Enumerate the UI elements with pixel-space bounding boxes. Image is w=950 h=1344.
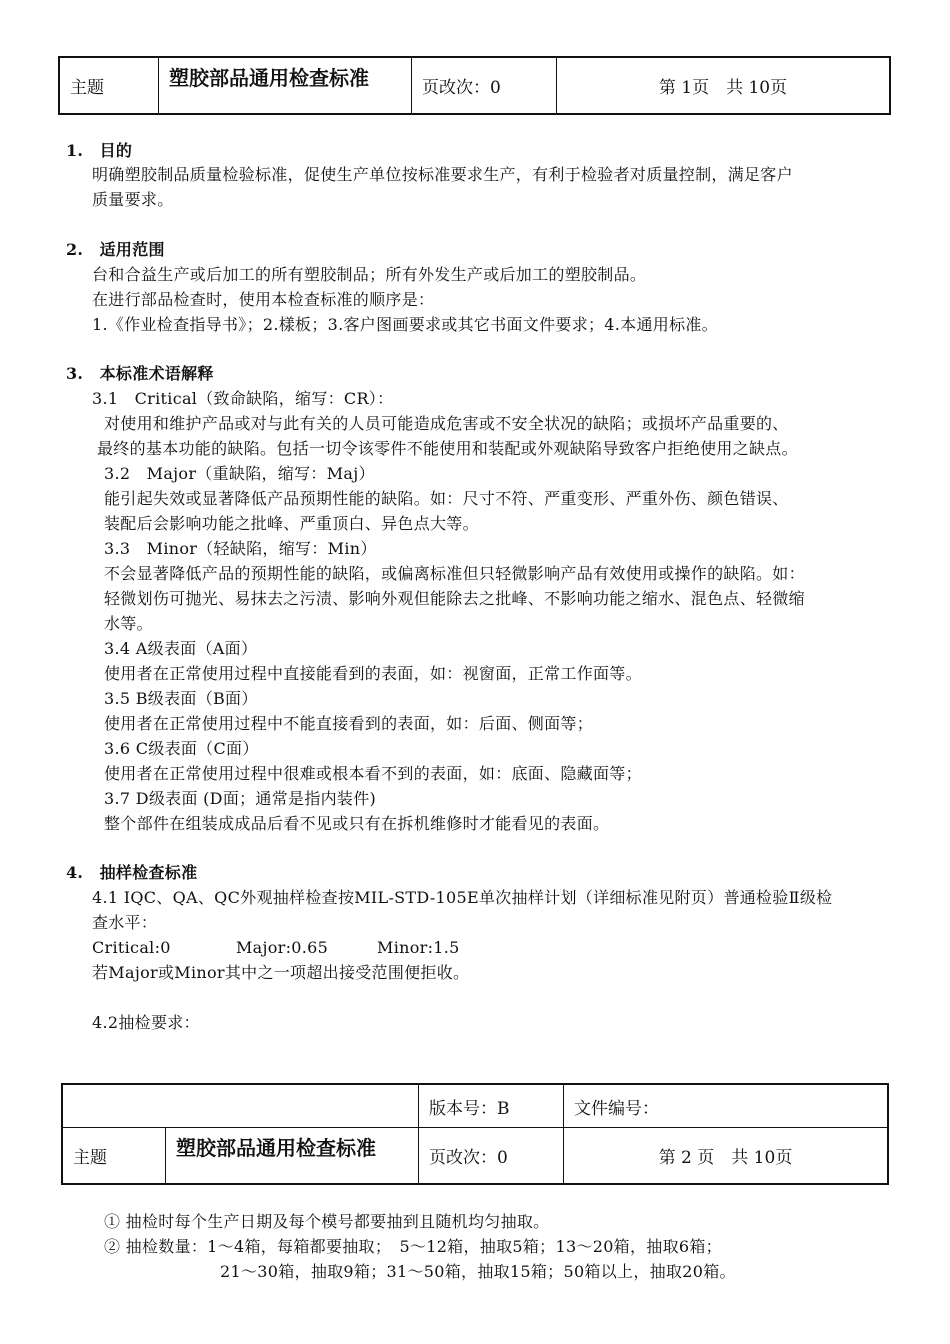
- revision-label: 页改次：0: [412, 57, 557, 114]
- aql-levels: Critical:0 Major:0.65 Minor:1.5: [92, 938, 460, 957]
- section-3-line: 能引起失效或显著降低产品预期性能的缺陷。如：尺寸不符、严重变形、严重外伤、颜色错误、: [104, 489, 789, 508]
- term-heading-d-surface: 3.7 D级表面 (D面；通常是指内装件): [104, 789, 377, 808]
- section-1-heading: 1. 目的: [66, 141, 133, 160]
- term-heading-minor: 3.3 Minor（轻缺陷，缩写：Min）: [104, 539, 377, 558]
- page2-header-table: [61, 1083, 889, 1185]
- page1-header-table: [58, 56, 891, 115]
- version-label: 版本号：B: [419, 1084, 564, 1128]
- sampling-rule-2: ② 抽检数量：1～4箱，每箱都要抽取； 5～12箱，抽取5箱；13～20箱，抽取6箱；: [104, 1237, 722, 1256]
- term-heading-critical: 3.1 Critical（致命缺陷，缩写：CR）：: [92, 389, 394, 408]
- section-4-heading: 4. 抽样检查标准: [66, 863, 198, 882]
- subject-label: 主题: [62, 1128, 166, 1185]
- sampling-rule-2-continued: 21～30箱，抽取9箱；31～50箱，抽取15箱；50箱以上，抽取20箱。: [220, 1262, 736, 1281]
- document-number-label: 文件编号：: [564, 1084, 889, 1128]
- section-3-line: 不会显著降低产品的预期性能的缺陷，或偏离标准但只轻微影响产品有效使用或操作的缺陷。如：: [104, 564, 805, 583]
- section-4-line: 4.2抽检要求：: [92, 1013, 200, 1032]
- section-2-line: 在进行部品检查时，使用本检查标准的顺序是：: [92, 290, 435, 309]
- section-3-line: 整个部件在组装成成品后看不见或只有在拆机维修时才能看见的表面。: [104, 814, 610, 833]
- section-3-line: 水等。: [104, 614, 153, 633]
- section-3-line: 轻微划伤可抛光、易抹去之污渍、影响外观但能除去之批峰、不影响功能之缩水、混色点、轻微缩: [104, 589, 805, 608]
- section-4-line: 4.1 IQC、QA、QC外观抽样检查按MIL-STD-105E单次抽样计划（详细标准见附页）普通检验Ⅱ级检: [92, 888, 833, 907]
- section-3-line: 使用者在正常使用过程中直接能看到的表面，如：视窗面，正常工作面等。: [104, 664, 642, 683]
- revision-label: 页改次：0: [419, 1128, 564, 1185]
- section-4-line: 若Major或Minor其中之一项超出接受范围便拒收。: [92, 963, 470, 982]
- section-3-line: 使用者在正常使用过程中很难或根本看不到的表面，如：底面、隐藏面等；: [104, 764, 642, 783]
- page-number: 第 1页 共 10页: [557, 57, 891, 114]
- section-2-line: 1.《作业检查指导书》；2.樣板；3.客户图画要求或其它书面文件要求；4.本通用标准。: [92, 315, 718, 334]
- document-title: 塑胶部品通用检查标准: [159, 57, 412, 114]
- section-2-heading: 2. 适用范围: [66, 240, 165, 259]
- term-heading-c-surface: 3.6 C级表面（C面）: [104, 739, 259, 758]
- section-3-heading: 3. 本标准术语解释: [66, 364, 214, 383]
- section-3-line: 装配后会影响功能之批峰、严重顶白、异色点大等。: [104, 514, 479, 533]
- section-2-line: 台和合益生产或后加工的所有塑胶制品；所有外发生产或后加工的塑胶制品。: [92, 265, 647, 284]
- page-number: 第 2 页 共 10页: [564, 1128, 889, 1185]
- document-title: 塑胶部品通用检查标准: [166, 1128, 419, 1185]
- sampling-rule-1: ① 抽检时每个生产日期及每个模号都要抽到且随机均匀抽取。: [104, 1212, 550, 1231]
- section-1-line: 明确塑胶制品质量检验标准，促使生产单位按标准要求生产，有利于检验者对质量控制，满足客户: [92, 165, 793, 184]
- term-heading-b-surface: 3.5 B级表面（B面）: [104, 689, 258, 708]
- section-3-line: 最终的基本功能的缺陷。包括一切令该零件不能使用和装配或外观缺陷导致客户拒绝使用之缺点。: [97, 439, 798, 458]
- term-heading-a-surface: 3.4 A级表面（A面）: [104, 639, 258, 658]
- header-blank-cell: [62, 1084, 419, 1128]
- section-1-line: 质量要求。: [92, 190, 174, 209]
- term-heading-major: 3.2 Major（重缺陷，缩写：Maj）: [104, 464, 375, 483]
- section-3-line: 对使用和维护产品或对与此有关的人员可能造成危害或不安全状况的缺陷；或损坏产品重要的、: [104, 414, 789, 433]
- section-4-line: 查水平：: [92, 913, 158, 932]
- section-3-line: 使用者在正常使用过程中不能直接看到的表面，如：后面、侧面等；: [104, 714, 594, 733]
- subject-label: 主题: [59, 57, 159, 114]
